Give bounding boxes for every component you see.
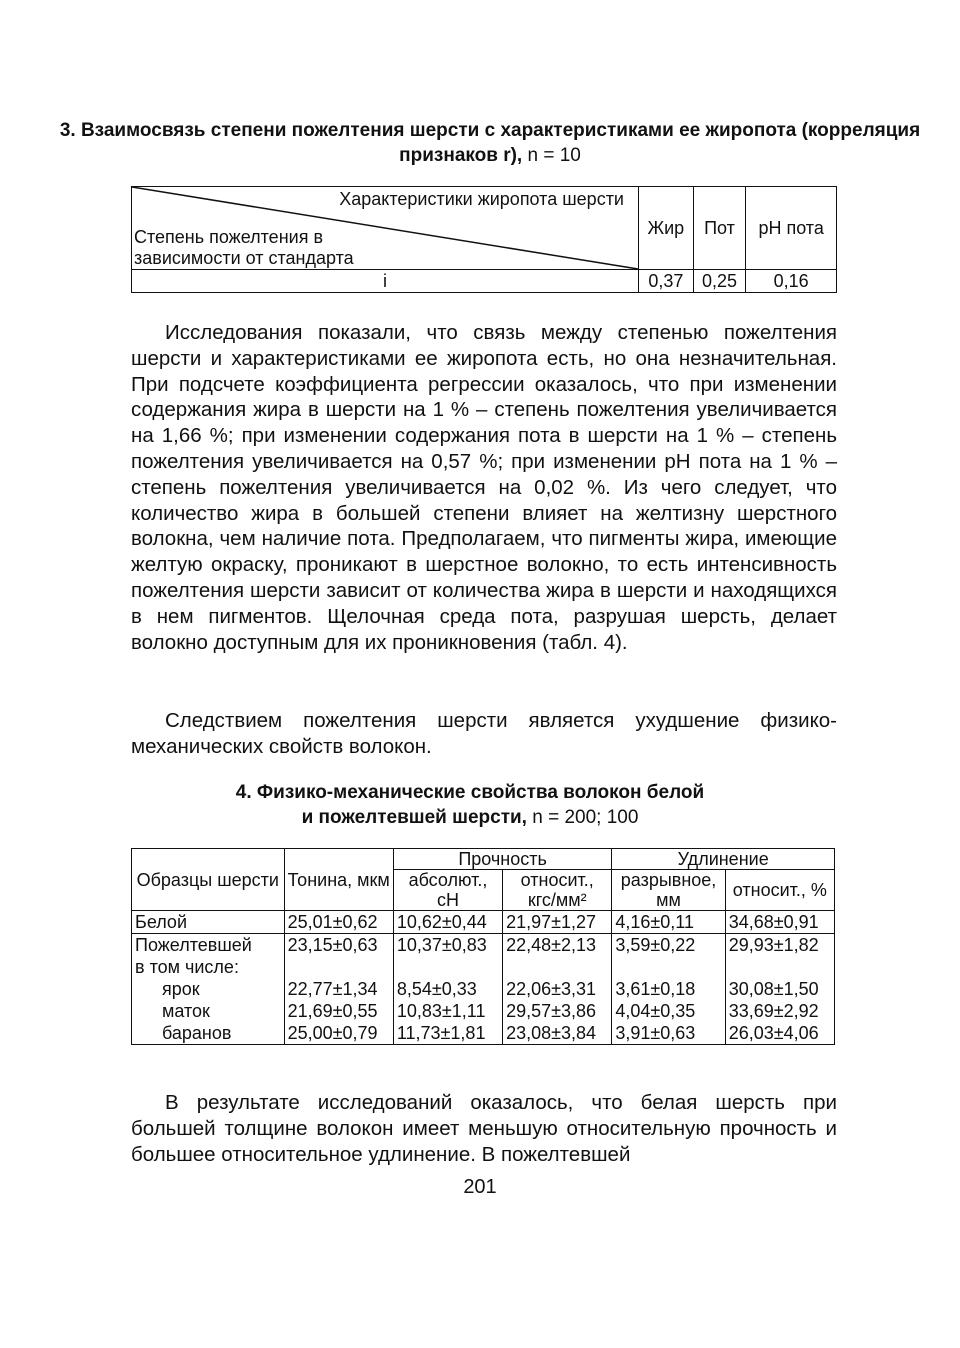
paragraph-1 (131, 320, 837, 655)
table4-caption-n: n = 200; 100 (532, 807, 639, 828)
row-label: в том числе: (132, 956, 285, 978)
paragraph-3 (131, 1090, 837, 1167)
table4-caption-line2-text: и пожелтевшей шерсти, (301, 807, 527, 828)
cell: 22,06±3,31 (503, 978, 612, 1000)
paragraph-3-text: В результате исследований оказалось, что белая шерсть при большей толщине волокон имеет меньшую относительную прочность и большее относительное удлинение. В пожелтевшей (131, 1091, 837, 1166)
header-elongation: Удлинение (612, 849, 835, 870)
cell: 23,08±3,84 (503, 1022, 612, 1045)
table4-caption-line2 (0, 805, 950, 830)
row-label: ярок (132, 978, 285, 1000)
cell: 21,69±0,55 (284, 1000, 393, 1022)
cell (393, 956, 502, 978)
cell: 22,48±2,13 (503, 934, 612, 957)
cell: 33,69±2,92 (725, 1000, 834, 1022)
cell: 29,57±3,86 (503, 1000, 612, 1022)
table-row (132, 1000, 835, 1022)
cell: 3,61±0,18 (612, 978, 725, 1000)
paragraph-2 (131, 708, 837, 760)
cell: 25,00±0,79 (284, 1022, 393, 1045)
cell: 3,59±0,22 (612, 934, 725, 957)
diag-top-label: Характеристики жиропота шерсти (339, 189, 624, 209)
header-break-elongation: разрывное, мм (612, 870, 725, 911)
table-row (132, 911, 835, 934)
paragraph-1-text: Исследования показали, что связь между степенью пожелтения шерсти и характеристиками ее жиропота есть, но она незначительная. При подсчете коэффициента регрессии оказалось, что при изменении содержания жира в шерсти на 1 % – степень пожелтения увеличивается на 1,66 %; при изменении содержания пота в шерсти на 1 % – степень пожелтения увеличивается на 0,57 %; при изменении pH пота на 1 % – степень пожелтения увеличивается на 0,02 %. Из чего следует, что количество жира в большей степени влияет на желтизну шерстного волокна, чем наличие пота. Предполагаем, что пигменты жира, имеющие желтую окраску, проникают в шерстное волокно, то есть интенсивность пожелтения шерсти зависит от количества жира в шерсти и находящихся в нем пигментов. Щелочная среда пота, разрушая шерсть, делает волокно доступным для их проникновения (табл. 4). (131, 321, 837, 654)
value-ph: 0,16 (746, 270, 837, 293)
cell: 10,62±0,44 (393, 911, 502, 934)
diagonal-header-cell (132, 187, 639, 270)
cell: 21,97±1,27 (503, 911, 612, 934)
diag-bottom-label (134, 227, 354, 269)
table-row (132, 1022, 835, 1045)
row-label: Пожелтевшей (132, 934, 285, 957)
value-sweat: 0,25 (693, 270, 746, 293)
diag-bottom-line2: зависимости от стандарта (134, 248, 354, 268)
page-number: 201 (463, 1176, 497, 1198)
table3-caption (10, 118, 960, 168)
cell (725, 956, 834, 978)
cell: 29,93±1,82 (725, 934, 834, 957)
row-label-r: i (132, 270, 639, 293)
row-label: маток (132, 1000, 285, 1022)
cell: 26,03±4,06 (725, 1022, 834, 1045)
header-rel-strength: относит., кгс/мм² (503, 870, 612, 911)
cell: 10,37±0,83 (393, 934, 502, 957)
cell (284, 956, 393, 978)
cell: 11,73±1,81 (393, 1022, 502, 1045)
header-samples: Образцы шерсти (132, 849, 285, 911)
col-fat: Жир (639, 187, 694, 270)
cell (503, 956, 612, 978)
wool-properties-table (131, 848, 835, 1045)
paragraph-2-text: Следствием пожелтения шерсти является ухудшение физико-механических свойств волокон. (131, 709, 837, 758)
table3-caption-title: 3. Взаимосвязь степени пожелтения шерсти с характеристиками ее жиропота (корреляция признаков r), (59, 120, 921, 166)
header-strength: Прочность (393, 849, 612, 870)
cell: 4,04±0,35 (612, 1000, 725, 1022)
header-rel-elongation: относит., % (725, 870, 834, 911)
row-label: Белой (132, 911, 285, 934)
cell: 10,83±1,11 (393, 1000, 502, 1022)
cell: 23,15±0,63 (284, 934, 393, 957)
cell: 8,54±0,33 (393, 978, 502, 1000)
diag-bottom-line1: Степень пожелтения в (134, 227, 323, 247)
table4-caption-line1: 4. Физико-механические свойства волокон белой (235, 782, 705, 803)
col-ph: pH пота (746, 187, 837, 270)
cell: 25,01±0,62 (284, 911, 393, 934)
cell: 4,16±0,11 (612, 911, 725, 934)
table4-caption (0, 780, 950, 830)
cell: 34,68±0,91 (725, 911, 834, 934)
value-fat: 0,37 (639, 270, 694, 293)
cell: 30,08±1,50 (725, 978, 834, 1000)
correlation-table (131, 186, 837, 293)
header-fineness: Тонина, мкм (284, 849, 393, 911)
cell: 22,77±1,34 (284, 978, 393, 1000)
header-abs-strength: абсолют., сН (393, 870, 502, 911)
table-row (132, 978, 835, 1000)
table3-caption-n: n = 10 (527, 145, 581, 166)
cell (612, 956, 725, 978)
cell: 3,91±0,63 (612, 1022, 725, 1045)
table-row (132, 934, 835, 957)
row-label: баранов (132, 1022, 285, 1045)
col-sweat: Пот (693, 187, 746, 270)
table-row (132, 956, 835, 978)
